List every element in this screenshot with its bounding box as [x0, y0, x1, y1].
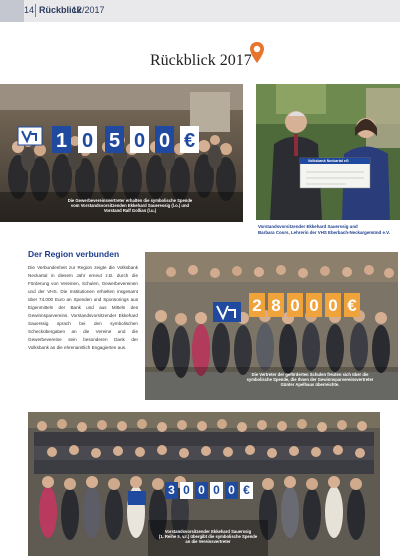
board-digit: 1 [55, 130, 68, 152]
board-digit: € [243, 483, 250, 497]
board-digit: € [183, 130, 196, 152]
header-color-block [0, 0, 24, 22]
board-digit: 2 [252, 296, 262, 315]
photo-caption: Vorstandsvorsitzender Ekkehard Sauerssig und Barbara Coors, Lehrerin der VHS Eberbach-Neckargemünd e.V. [258, 224, 390, 235]
board-digit: 0 [133, 130, 146, 152]
board-digit: 0 [290, 296, 300, 315]
page-title: Rückblick 2017 [150, 52, 252, 69]
photo-gewerbeverein [0, 84, 243, 222]
issue-date: 12/2017 [72, 5, 105, 15]
board-digit: 5 [108, 130, 121, 152]
board-digit: 0 [309, 296, 319, 315]
board-digit: 0 [213, 483, 220, 497]
header-divider [35, 4, 36, 17]
board-digit: 8 [271, 296, 281, 315]
article-title: Der Region verbunden [28, 249, 120, 259]
photo-vereine [28, 412, 380, 556]
page-header [0, 0, 400, 22]
board-digit: 0 [183, 483, 190, 497]
photo-vhs-check [256, 84, 400, 220]
photo-caption: Die Gewerbevereinsvertreter erhalten die symbolische Spende vom Vorstandsvorsitzenden Ekkehard Saueressig (l.o.) und Vorstand Ralf Gollian (l.u.) [67, 198, 193, 214]
check-bank-name: Volksbank Neckartal eG [308, 159, 349, 163]
photo-caption: Die Vertreter der geförderten Schulen freuten sich über die symbolische Spende, die Ihnen der Gewinnsparvereinsvertreter Günter Apelhaus überreichte. [246, 372, 374, 388]
section-name: Rückblick [39, 5, 82, 15]
board-digit: € [347, 296, 357, 315]
photo-schulen [145, 252, 398, 400]
board-digit: 0 [81, 130, 94, 152]
board-digit: 0 [228, 483, 235, 497]
location-pin-icon [249, 41, 265, 65]
page-number: 14 [24, 5, 35, 15]
article-body: Die Verbundenheit zur Region zeigte die Volksbank Neckartal in diesem Jahr erneut z.B. durch die Förderung von Vereinen, Schulen, Gewerbevereinen und der VHS. Die Institutionen erhielten insgesamt über 74.000 Euro an Spenden und Sponsorings aus Eigenmitteln der Bank und aus Mitteln des Gewinnsparvereins. Vorstandsvorsitzender Ekkehard Sauerssig sprach bei den symbolischen Scheckübergaben an die Vereine und die Gewerbevereine sein besonderen Dank der Volksbank an die ehrenamtlich Engagierten aus. [28, 265, 138, 351]
board-digit: 0 [158, 130, 171, 152]
photo-caption: Vorstandsvorsitzender Ekkehard Sauerssig (1. Reihe 5. v.r.) übergibt die symbolische Spende an die Vereinsvertreter [158, 529, 258, 545]
board-digit: 3 [168, 483, 175, 497]
board-digit: 0 [328, 296, 338, 315]
board-digit: 0 [198, 483, 205, 497]
